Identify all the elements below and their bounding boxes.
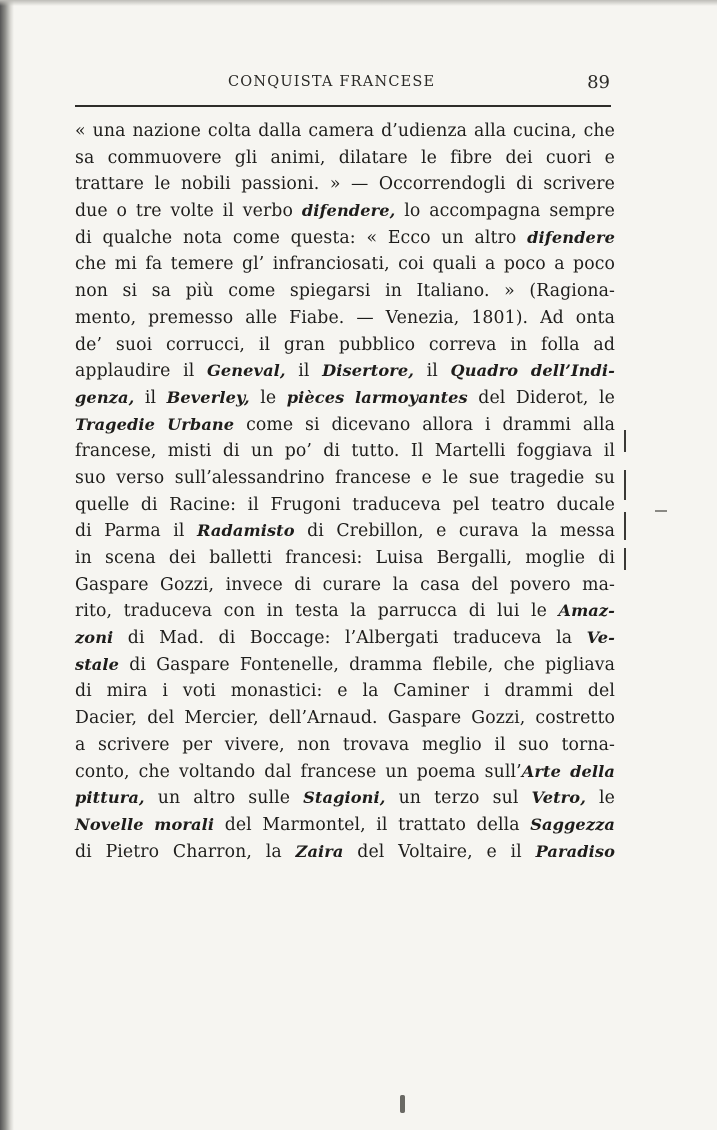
text-run: il	[285, 361, 323, 382]
text-run: che mi fa temere gl’ infranciosati, coi quali a poco a poco	[75, 254, 615, 275]
text-run: trattare le nobili passioni. » — Occorrendogli di scrivere	[75, 174, 615, 195]
body-text	[75, 118, 615, 865]
text-line	[75, 278, 615, 305]
text-run: le	[249, 387, 287, 408]
italic-title: Saggezza	[530, 814, 615, 834]
text-line	[75, 492, 615, 519]
text-line	[75, 358, 615, 385]
italic-title: difendere,	[301, 201, 396, 221]
text-run: di mira i voti monastici: e la Caminer i drammi del	[75, 681, 615, 702]
text-run: un terzo sul	[385, 788, 532, 809]
text-run: il	[414, 361, 451, 382]
page-top-edge	[0, 0, 717, 6]
text-run: sa commuovere gli animi, dilatare le fibre dei cuori e	[75, 147, 615, 168]
text-run: a scrivere per vivere, non trovava meglio il suo torna-	[75, 734, 615, 755]
text-run: di qualche nota come questa: « Ecco un altro	[75, 227, 528, 248]
text-line	[75, 332, 615, 359]
text-line	[75, 305, 615, 332]
page-header	[78, 72, 610, 102]
italic-title: genza,	[75, 387, 135, 407]
text-line	[75, 598, 615, 625]
text-run: Dacier, del Mercier, dell’Arnaud. Gaspare Gozzi, costretto	[75, 708, 615, 729]
italic-title: Tragedie Urbane	[75, 414, 235, 434]
text-run: del Marmontel, il trattato della	[214, 814, 531, 835]
page-number: 89	[587, 72, 610, 93]
margin-pencil-marks	[620, 430, 630, 580]
italic-title: pittura,	[75, 788, 145, 808]
italic-title: zoni	[75, 628, 114, 648]
italic-title: Ve-	[586, 628, 615, 648]
text-line	[75, 839, 615, 866]
italic-title: Beverley,	[166, 387, 250, 407]
text-run: due o tre volte il verbo	[75, 201, 302, 222]
text-line	[75, 545, 615, 572]
text-line	[75, 145, 615, 172]
text-run: non si sa più come spiegarsi in Italiano. » (Ragiona-	[75, 281, 615, 302]
text-run: un altro sulle	[144, 788, 304, 809]
binding-shadow	[0, 0, 14, 1130]
text-line	[75, 732, 615, 759]
text-line	[75, 225, 615, 252]
italic-title: Paradiso	[535, 841, 615, 861]
italic-title: Disertore,	[322, 361, 415, 381]
italic-title: Novelle morali	[75, 814, 215, 834]
running-head: CONQUISTA FRANCESE	[228, 74, 436, 90]
text-run: « una nazione colta dalla camera d’udienza alla cucina, che	[75, 121, 615, 141]
text-line	[75, 438, 615, 465]
text-run: suo verso sull’alessandrino francese e le sue tragedie su	[75, 467, 615, 488]
text-run: del Diderot, le	[467, 387, 615, 408]
italic-title: Stagioni,	[303, 788, 386, 808]
text-run: come si dicevano allora i drammi alla	[234, 414, 615, 435]
text-run: le	[585, 788, 615, 809]
italic-title: Radamisto	[196, 521, 295, 541]
text-run: di Parma il	[75, 521, 197, 542]
header-rule	[75, 105, 611, 107]
text-line	[75, 118, 615, 145]
italic-title: Geneval,	[206, 361, 286, 381]
text-line	[75, 812, 615, 839]
text-line	[75, 652, 615, 679]
text-line	[75, 785, 615, 812]
text-run: di Crebillon, e curava la messa	[294, 521, 615, 542]
text-run: quelle di Racine: il Frugoni traduceva pel teatro ducale	[75, 494, 615, 515]
text-run: applaudire il	[75, 361, 207, 382]
text-run: il	[134, 387, 167, 408]
italic-title: Vetro,	[531, 788, 586, 808]
italic-title: stale	[75, 654, 120, 674]
text-run: rito, traduceva con in testa la parrucca di lui le	[75, 601, 559, 622]
text-line	[75, 759, 615, 786]
text-line	[75, 625, 615, 652]
paper-speck	[655, 510, 667, 512]
text-line	[75, 465, 615, 492]
italic-title: pièces larmoyantes	[286, 387, 468, 407]
italic-title: Zaira	[295, 841, 344, 861]
text-run: conto, che voltando dal francese un poema sull’	[75, 761, 522, 782]
text-run: Gaspare Gozzi, invece di curare la casa del povero ma-	[75, 574, 615, 595]
text-line	[75, 385, 615, 412]
text-line	[75, 171, 615, 198]
italic-title: Amaz-	[558, 601, 615, 621]
text-line	[75, 251, 615, 278]
text-run: di Pietro Charron, la	[75, 841, 296, 862]
text-run: mento, premesso alle Fiabe. — Venezia, 1801). Ad onta	[75, 307, 615, 328]
text-run: francese, misti di un po’ di tutto. Il Martelli foggiava il	[75, 441, 615, 462]
text-run: di Gaspare Fontenelle, dramma flebile, che pigliava	[119, 654, 615, 675]
text-run: in scena dei balletti francesi: Luisa Bergalli, moglie di	[75, 548, 615, 568]
text-run: lo accompagna sempre	[395, 201, 615, 222]
text-run: de’ suoi corrucci, il gran pubblico correva in folla ad	[75, 334, 615, 355]
text-line	[75, 198, 615, 225]
text-line	[75, 705, 615, 732]
text-line	[75, 412, 615, 439]
text-line	[75, 518, 615, 545]
text-line	[75, 572, 615, 599]
italic-title: Arte della	[521, 761, 616, 781]
text-line	[75, 678, 615, 705]
italic-title: Quadro dell’Indi-	[450, 361, 615, 381]
text-run: del Voltaire, e il	[343, 841, 536, 862]
italic-title: difendere	[527, 227, 615, 247]
text-run: di Mad. di Boccage: l’Albergati traduceva la	[113, 628, 587, 649]
paper-speck	[400, 1095, 405, 1113]
